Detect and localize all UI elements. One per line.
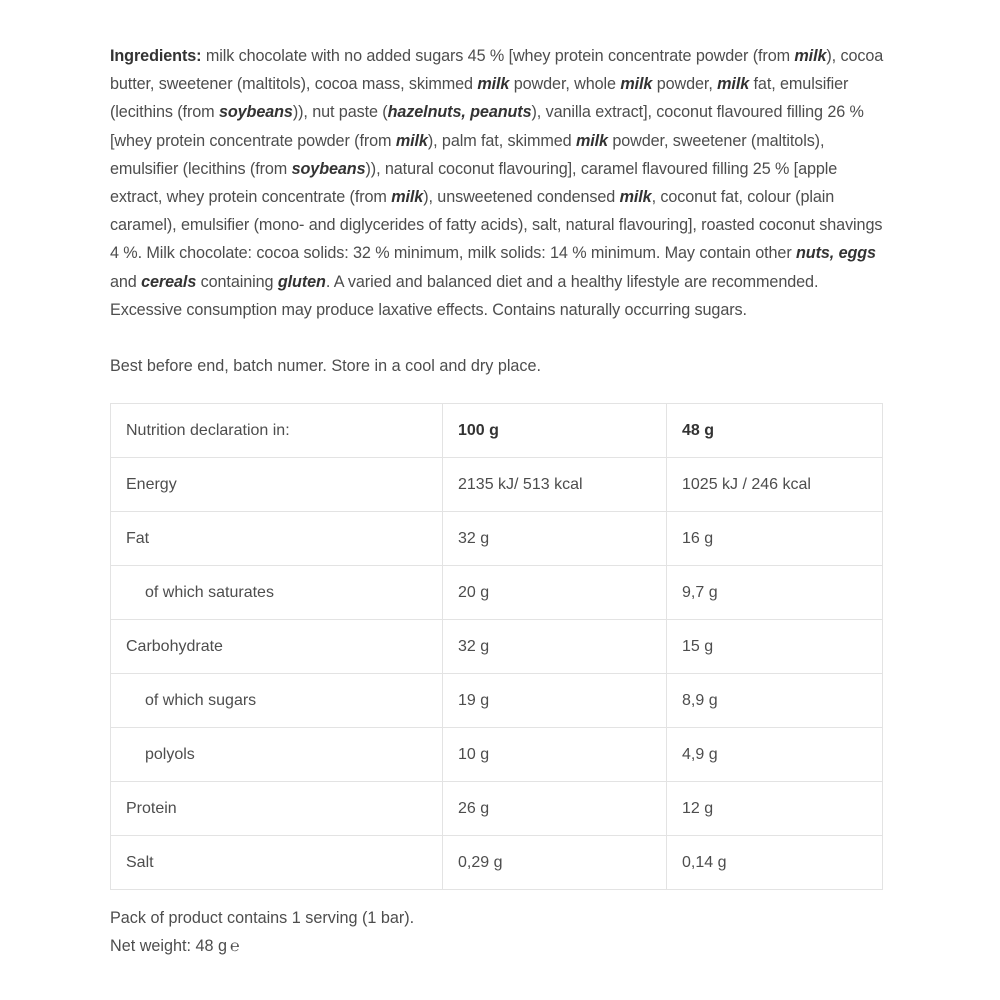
allergen-text: soybeans	[218, 103, 293, 122]
value-per-100g: 32 g	[443, 512, 667, 566]
value-per-48g: 8,9 g	[667, 674, 883, 728]
ingredient-text: ), palm fat, skimmed	[427, 131, 576, 150]
value-per-100g: 0,29 g	[443, 836, 667, 890]
allergen-text: milk	[395, 131, 428, 150]
ingredient-text: ), unsweetened condensed	[423, 188, 620, 207]
ingredients-heading: Ingredients:	[110, 47, 202, 65]
allergen-text: soybeans	[291, 159, 366, 178]
nutrient-name: Fat	[111, 512, 443, 566]
ingredient-text: and	[110, 272, 142, 291]
value-per-48g: 0,14 g	[667, 836, 883, 890]
nutrient-name: of which sugars	[111, 674, 443, 728]
nutrition-row	[111, 728, 883, 782]
ingredient-text: ), vanilla extract], coconut flavoured filling 26 % [whey protein concentrate powder (from	[110, 103, 864, 150]
ingredient-text: ), cocoa butter, sweetener (maltitols), cocoa mass, skimmed	[110, 47, 884, 94]
value-per-100g: 32 g	[443, 620, 667, 674]
value-per-100g: 10 g	[443, 728, 667, 782]
value-per-100g: 19 g	[443, 674, 667, 728]
allergen-text: nuts, eggs	[796, 244, 876, 263]
value-per-100g: 20 g	[443, 566, 667, 620]
nutrient-name: polyols	[111, 728, 443, 782]
nutrition-row	[111, 836, 883, 890]
nutrition-row	[111, 458, 883, 512]
serving-info: Pack of product contains 1 serving (1 bar).	[110, 909, 415, 927]
nutrition-header-row	[111, 404, 883, 458]
nutrient-name: Salt	[111, 836, 443, 890]
nutrition-row	[111, 512, 883, 566]
value-per-100g: 2135 kJ/ 513 kcal	[443, 458, 667, 512]
allergen-text: milk	[619, 188, 652, 207]
allergen-text: milk	[575, 131, 608, 150]
value-per-48g: 16 g	[667, 512, 883, 566]
ingredient-text: . A varied and balanced diet and a healthy lifestyle are recommended. Excessive consumption may produce laxative effects. Contains naturally occurring sugars.	[110, 272, 819, 319]
allergen-text: milk	[620, 75, 653, 94]
value-per-48g: 4,9 g	[667, 728, 883, 782]
value-per-100g: 26 g	[443, 782, 667, 836]
nutrition-row	[111, 674, 883, 728]
allergen-text: milk	[794, 47, 827, 65]
ingredient-text: fat, emulsifier (lecithins (from	[110, 75, 849, 122]
footer	[110, 904, 414, 961]
value-per-48g: 15 g	[667, 620, 883, 674]
allergen-text: gluten	[277, 272, 326, 291]
nutrition-header-48g: 48 g	[667, 404, 883, 458]
ingredient-text: containing	[196, 272, 278, 291]
product-info	[110, 42, 890, 955]
nutrition-header-100g: 100 g	[443, 404, 667, 458]
allergen-text: milk	[391, 188, 424, 207]
ingredient-text: , coconut fat, colour (plain caramel), emulsifier (mono- and diglycerides of fatty acids), salt, natural flavouring], roasted coconut shavings 4 %. Milk chocolate: cocoa solids: 32 % minimum, milk solids: 14 % minimum. May contain other	[110, 188, 883, 263]
ingredients-text	[110, 47, 883, 319]
nutrition-row	[111, 782, 883, 836]
storage-text: Best before end, batch numer. Store in a cool and dry place.	[110, 357, 542, 376]
ingredient-text: powder,	[652, 75, 718, 94]
allergen-text: milk	[717, 75, 750, 94]
nutrient-name: Energy	[111, 458, 443, 512]
ingredient-text: powder, sweetener (maltitols), emulsifier (lecithins (from	[110, 131, 825, 178]
ingredient-text: )), natural coconut flavouring], caramel flavoured filling 25 % [apple extract, whey protein concentrate (from	[110, 159, 838, 207]
nutrition-header-label: Nutrition declaration in:	[111, 404, 443, 458]
nutrient-name: of which saturates	[111, 566, 443, 620]
net-weight-line	[110, 932, 414, 961]
allergen-text: milk	[477, 75, 510, 94]
net-weight: Net weight: 48 g	[110, 937, 227, 955]
nutrition-row	[111, 566, 883, 620]
ingredient-text: powder, whole	[509, 75, 621, 94]
estimated-sign-icon: ℮	[229, 938, 240, 955]
allergen-text: hazelnuts, peanuts	[387, 103, 532, 122]
nutrient-name: Protein	[111, 782, 443, 836]
ingredients-paragraph	[110, 42, 890, 324]
value-per-48g: 1025 kJ / 246 kcal	[667, 458, 883, 512]
ingredient-text: milk chocolate with no added sugars 45 % [whey protein concentrate powder (from	[201, 47, 795, 65]
value-per-48g: 12 g	[667, 782, 883, 836]
ingredient-text: )), nut paste (	[292, 103, 388, 122]
nutrient-name: Carbohydrate	[111, 620, 443, 674]
allergen-text: cereals	[141, 272, 197, 291]
value-per-48g: 9,7 g	[667, 566, 883, 620]
nutrition-table	[110, 403, 883, 890]
nutrition-row	[111, 620, 883, 674]
